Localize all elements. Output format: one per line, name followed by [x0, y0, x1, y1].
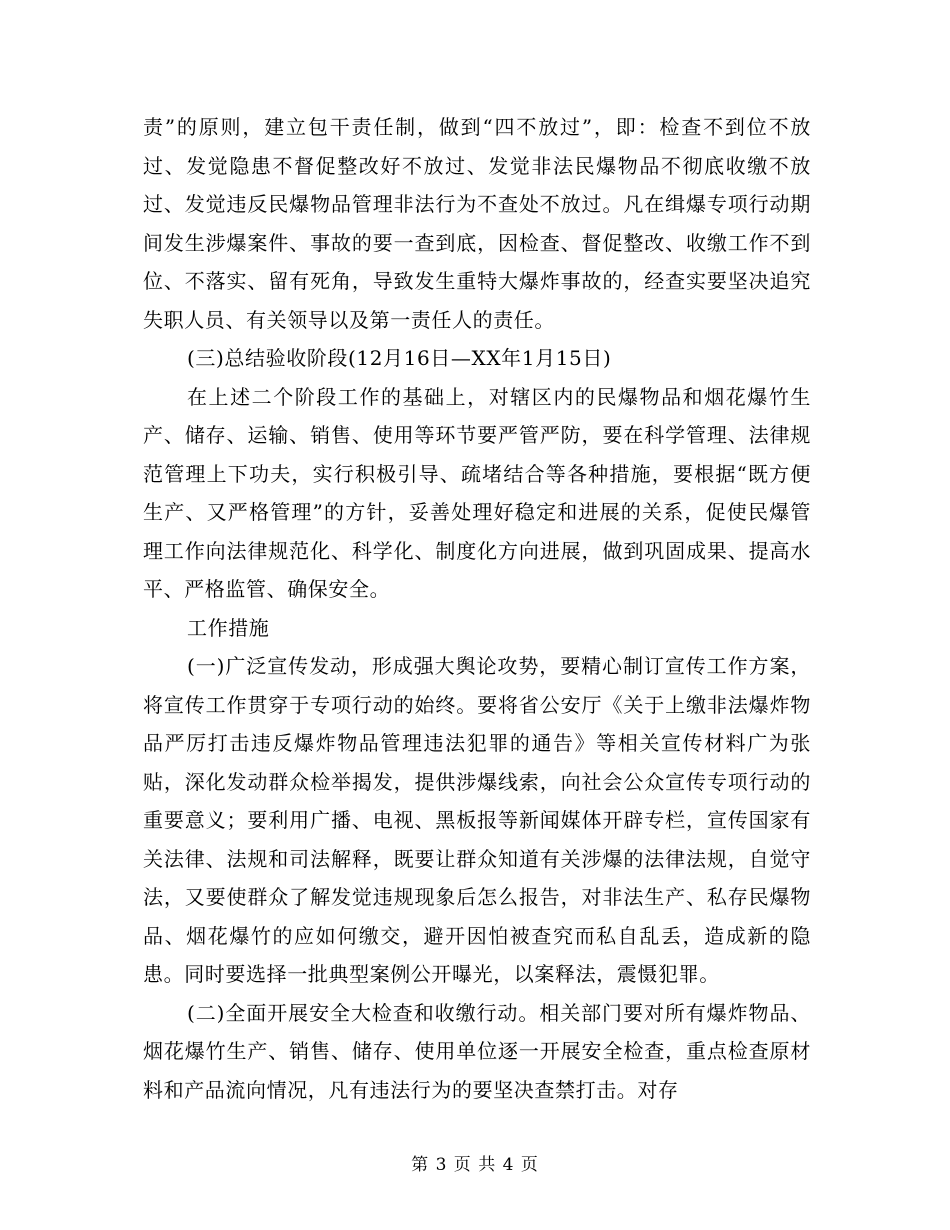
- paragraph-measure-one: (一)广泛宣传发动，形成强大舆论攻势，要精心制订宣传工作方案，将宣传工作贯穿于专项行动的始终。要将省公安厅《关于上缴非法爆炸物品严厉打击违反爆炸物品管理违法犯罪的通告》等相关宣传材料广为张贴，深化发动群众检举揭发，提供涉爆线索，向社会公众宣传专项行动的重要意义；要利用广播、电视、黑板报等新闻媒体开辟专栏，宣传国家有关法律、法规和司法解释，既要让群众知道有关涉爆的法律法规，自觉守法，又要使群众了解发觉违规现象后怎么报告，对非法生产、私存民爆物品、烟花爆竹的应如何缴交，避开因怕被查究而私自乱丢，造成新的隐患。同时要选择一批典型案例公开曝光，以案释法，震慑犯罪。: [143, 654, 811, 986]
- paragraph-stage-three-body: 在上述二个阶段工作的基础上，对辖区内的民爆物品和烟花爆竹生产、储存、运输、销售、使用等环节要严管严防，要在科学管理、法律规范管理上下功夫，实行积极引导、疏堵结合等各种措施，要根据“既方便生产、又严格管理”的方针，妥善处理好稳定和进展的关系，促使民爆管理工作向法律规范化、科学化、制度化方向进展，做到巩固成果、提高水平、严格监管、确保安全。: [143, 384, 811, 601]
- paragraph-stage-three-heading: (三)总结验收阶段(12月16日—XX年1月15日): [187, 346, 612, 370]
- document-body: [143, 108, 811, 1109]
- page-number-label: 第 3 页 共 4 页: [411, 1155, 539, 1175]
- page-footer: [0, 1150, 950, 1175]
- paragraph-responsibility: 责”的原则，建立包干责任制，做到“四不放过”，即：检查不到位不放过、发觉隐患不督促整改好不放过、发觉非法民爆物品不彻底收缴不放过、发觉违反民爆物品管理非法行为不查处不放过。凡在缉爆专项行动期间发生涉爆案件、事故的要一查到底，因检查、督促整改、收缴工作不到位、不落实、留有死角，导致发生重特大爆炸事故的，经查实要坚决追究失职人员、有关领导以及第一责任人的责任。: [143, 115, 811, 332]
- section-heading-measures: 工作措施: [187, 615, 270, 640]
- paragraph-measure-two: (二)全面开展安全大检查和收缴行动。相关部门要对所有爆炸物品、烟花爆竹生产、销售、储存、使用单位逐一开展安全检查，重点检查原材料和产品流向情况，凡有违法行为的要坚决查禁打击。对存: [143, 1000, 811, 1102]
